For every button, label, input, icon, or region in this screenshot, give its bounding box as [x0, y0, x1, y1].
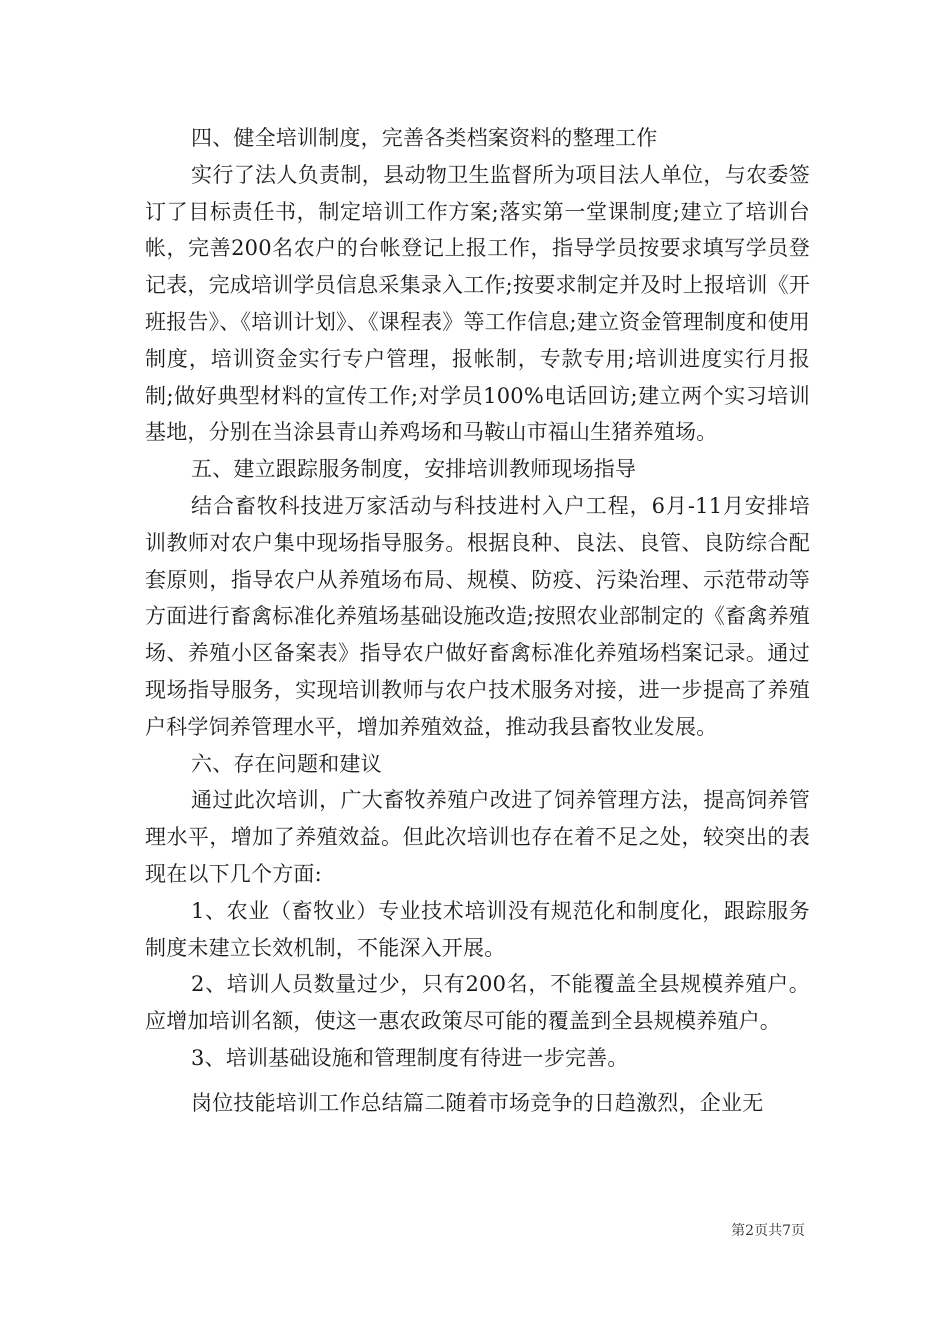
document-body [145, 120, 810, 1122]
paragraph-issue-2: 2、培训人员数量过少，只有200名，不能覆盖全县规模养殖户。应增加培训名额，使这一惠农政策尽可能的覆盖到全县规模养殖户。 [145, 972, 810, 1034]
paragraph-section-6-intro: 通过此次培训，广大畜牧养殖户改进了饲养管理方法，提高饲养管理水平，增加了养殖效益。但此次培训也存在着不足之处，较突出的表现在以下几个方面: [145, 788, 810, 886]
section-heading-6: 六、存在问题和建议 [191, 751, 382, 776]
section-heading-5: 五、建立跟踪服务制度，安排培训教师现场指导 [191, 457, 637, 482]
paragraph-issue-3: 3、培训基础设施和管理制度有待进一步完善。 [191, 1045, 629, 1070]
paragraph-section-5-body: 结合畜牧科技进万家活动与科技进村入户工程，6月-11月安排培训教师对农户集中现场指导服务。根据良种、良法、良管、良防综合配套原则，指导农户从养殖场布局、规模、防疫、污染治理、示范带动等方面进行畜禽标准化养殖场基础设施改造;按照农业部制定的《畜禽养殖场、养殖小区备案表》指导农户做好畜禽标准化养殖场档案记录。通过现场指导服务，实现培训教师与农户技术服务对接，进一步提高了养殖户科学饲养管理水平，增加养殖效益，推动我县畜牧业发展。 [145, 493, 810, 739]
paragraph-article-two-start: 岗位技能培训工作总结篇二随着市场竞争的日趋激烈，企业无 [191, 1090, 764, 1115]
page-number: 第2页共7页 [731, 1223, 805, 1239]
paragraph-issue-1: 1、农业（畜牧业）专业技术培训没有规范化和制度化，跟踪服务制度未建立长效机制，不能深入开展。 [145, 898, 810, 960]
section-heading-4: 四、健全培训制度，完善各类档案资料的整理工作 [191, 126, 658, 150]
paragraph-section-4-body: 实行了法人负责制，县动物卫生监督所为项目法人单位，与农委签订了目标责任书，制定培训工作方案;落实第一堂课制度;建立了培训台帐，完善200名农户的台帐登记上报工作，指导学员按要求填写学员登记表，完成培训学员信息采集录入工作;按要求制定并及时上报培训《开班报告》、《培训计划》、《课程表》等工作信息;建立资金管理制度和使用制度，培训资金实行专户管理，报帐制，专款专用;培训进度实行月报制;做好典型材料的宣传工作;对学员100%电话回访;建立两个实习培训基地，分别在当涂县青山养鸡场和马鞍山市福山生猪养殖场。 [145, 162, 810, 445]
